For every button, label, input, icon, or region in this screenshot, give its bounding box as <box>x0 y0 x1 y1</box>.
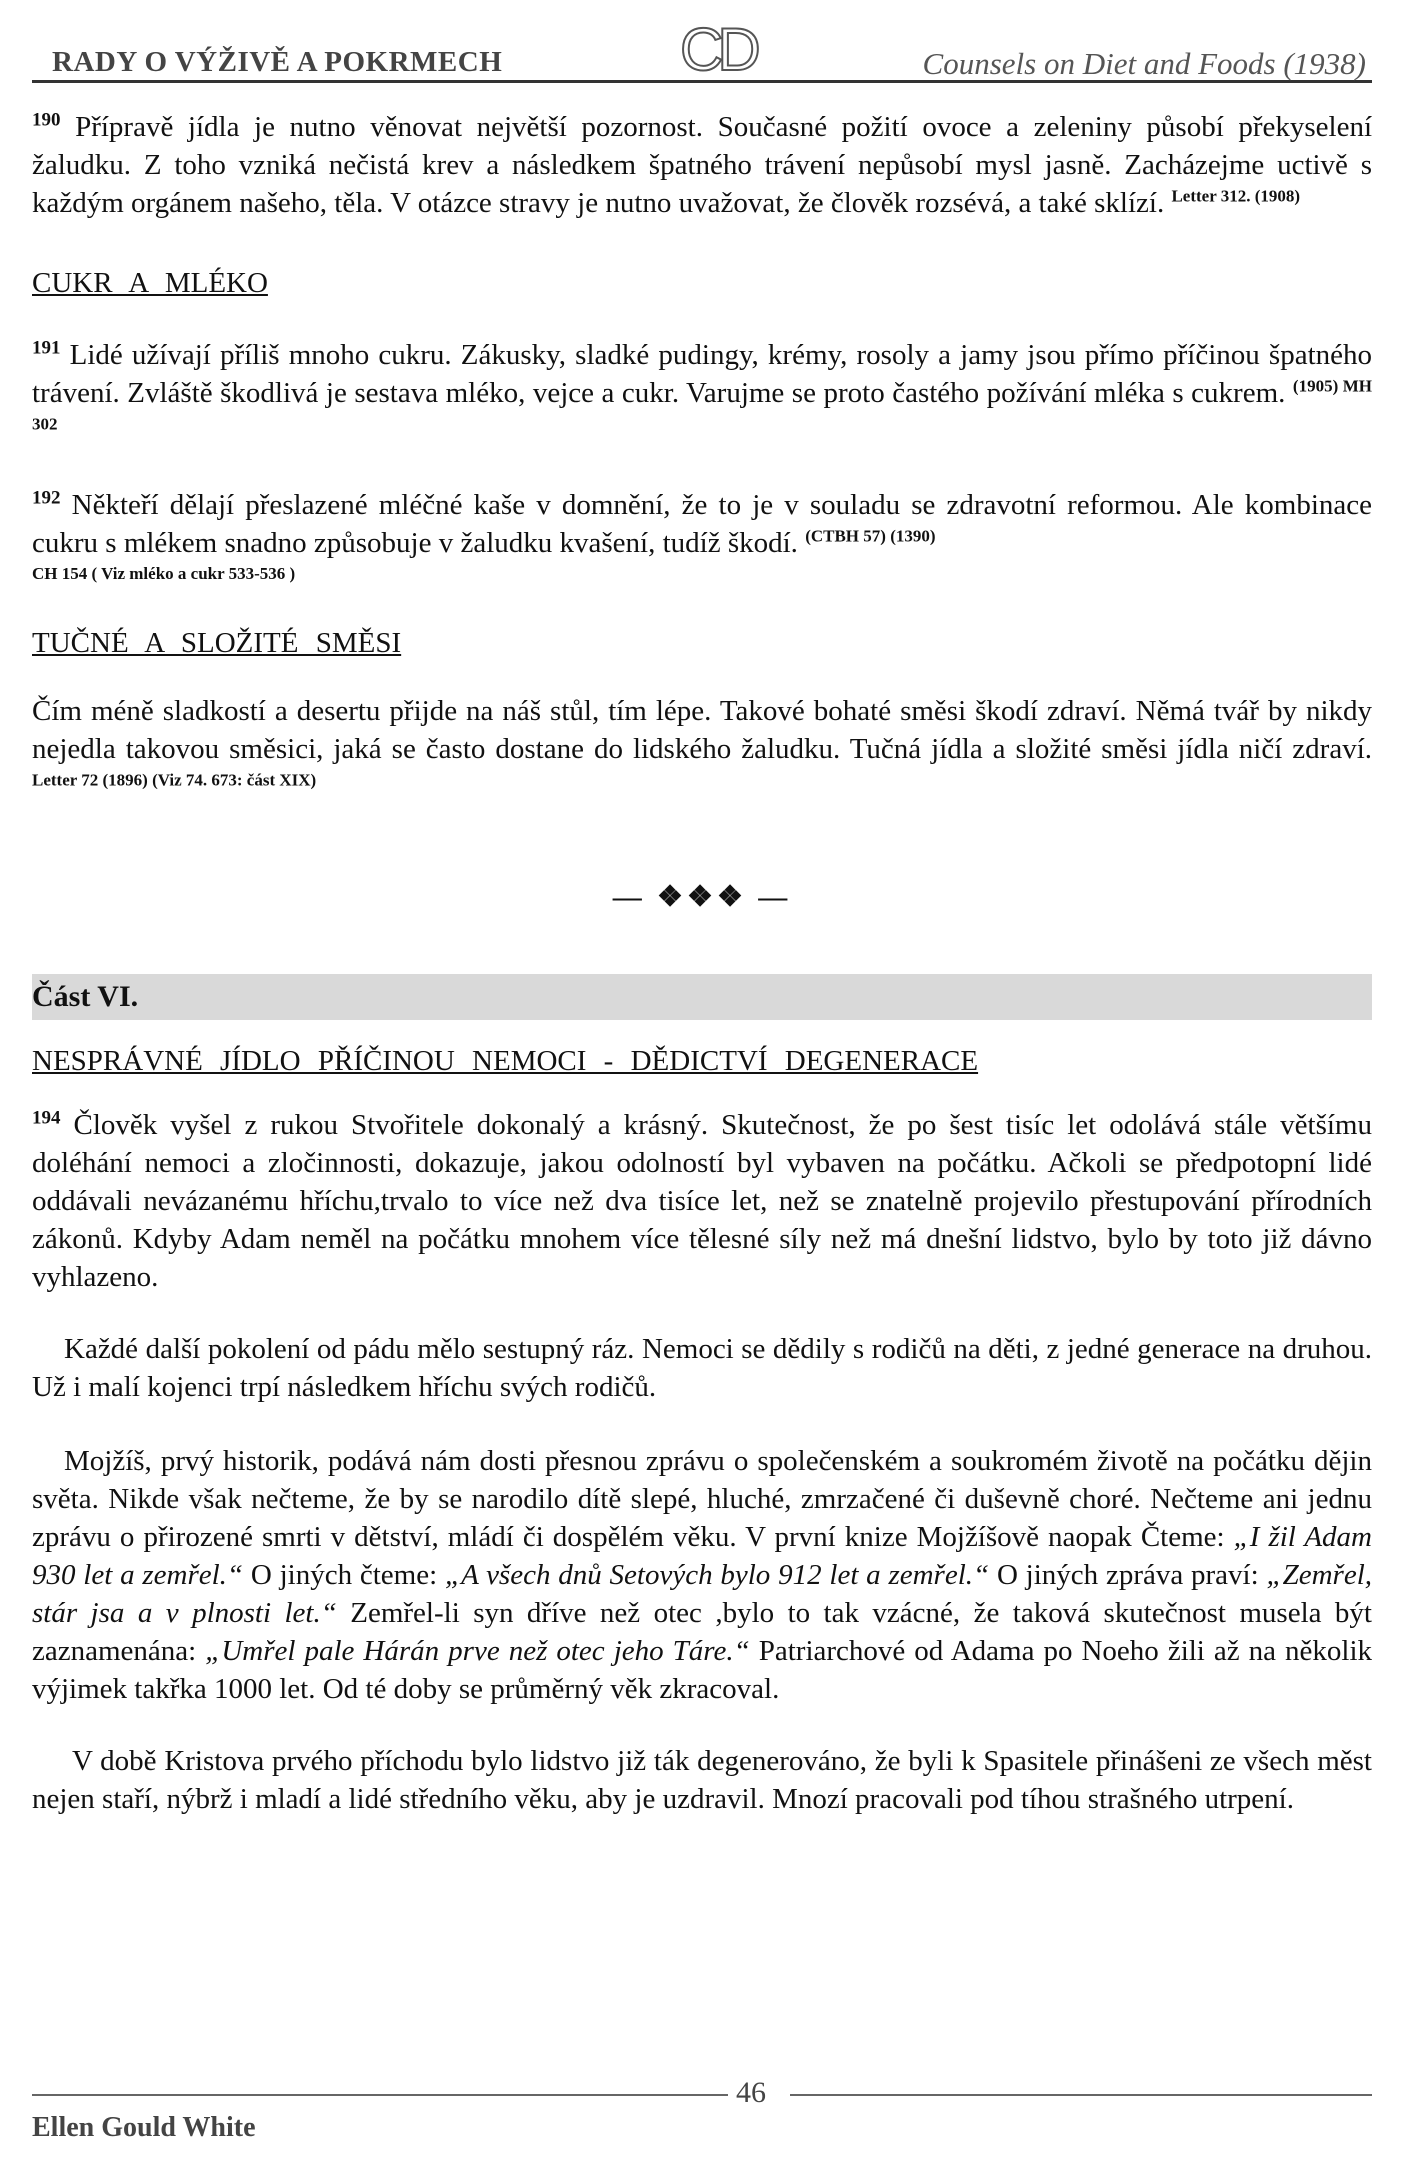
page-number: 46 <box>736 2076 766 2109</box>
footer-rule-left <box>32 2094 728 2096</box>
paragraph-text: O jiných zpráva praví: <box>989 1559 1267 1591</box>
paragraph-text: O jiných čteme: <box>243 1559 445 1591</box>
paragraph-text: Někteří dělají přeslazené mléčné kaše v domnění, že to je v souladu se zdravotní reformou. Ale kombinace cukru s mlékem snadno způsobuje v žaludku kvašení, tudíž škodí. <box>32 489 1372 559</box>
paragraph-194 <box>32 1106 1372 1296</box>
page-content <box>32 108 1372 1818</box>
reference: Letter 72 (1896) (Viz 74. 673: část XIX) <box>32 770 317 790</box>
paragraph-moses <box>32 1442 1372 1708</box>
section-heading-sugar-milk: CUKR A MLÉKO <box>32 267 268 299</box>
paragraph-text: Čím méně sladkostí a desertu přijde na náš stůl, tím lépe. Takové bohaté směsi škodí zdraví. Němá tvář by nikdy nejedla takovou směsici, jaká se často dostane do lidského žaludku. Tučná jídla a složité směsi jídla ničí zdraví. <box>32 695 1372 765</box>
reference: (CTBH 57) (1390) <box>805 526 936 546</box>
paragraph-text: Lidé užívají příliš mnoho cukru. Zákusky, sladké pudingy, krémy, rosoly a jamy jsou přímo příčinou špatného trávení. Zvláště škodlivá je sestava mléko, vejce a cukr. Varujme se proto častého požívání mléka s cukrem. <box>32 339 1372 409</box>
footer-rule-right <box>790 2094 1372 2096</box>
book-title-en: Counsels on Diet and Foods (1938) <box>922 46 1366 81</box>
paragraph-number: 192 <box>32 487 61 509</box>
reference: Letter 312. (1908) <box>1171 186 1301 206</box>
paragraph-generations: Každé další pokolení od pádu mělo sestupný ráz. Nemoci se dědily s rodičů na děti, z jedné generace na druhou. Už i malí kojenci trpí následkem hříchu svých rodičů. <box>32 1333 1372 1403</box>
paragraph-number: 194 <box>32 1107 61 1129</box>
page-header <box>32 18 1372 83</box>
paragraph-fat-mixtures <box>32 692 1372 806</box>
paragraph-christ: V době Kristova prvého příchodu bylo lidstvo již ták degenerováno, že byli k Spasitele přinášeni ze všech měst nejen staří, nýbrž i mladí a lidé středního věku, aby je uzdravil. Mnozí pracovali pod tíhou strašného utrpení. <box>32 1745 1372 1815</box>
paragraph-number: 190 <box>32 109 61 131</box>
quotation: „Zemřel, stár jsa a v plnosti let.“ <box>32 1559 1373 1629</box>
quotation: „I žil Adam 930 let a zemřel.“ <box>32 1521 1373 1591</box>
author-name: Ellen Gould White <box>32 2112 256 2143</box>
cd-logo: CD <box>680 16 755 83</box>
reference: (1905) MH 302 <box>32 376 1373 434</box>
quotation: „Umřel pale Hárán prve než otec jeho Táre.“ <box>205 1635 750 1667</box>
quotation: „A všech dnů Setových bylo 912 let a zemřel.“ <box>444 1559 990 1591</box>
reference-line: CH 154 ( Viz mléko a cukr 533-536 ) <box>32 564 296 583</box>
paragraph-text: Přípravě jídla je nutno věnovat největší pozornost. Současné požití ovoce a zeleniny působí překyselení žaludku. Z toho vzniká nečistá krev a následkem špatného trávení nepůsobí mysl jasně. Zacházejme uctivě s každým orgánem našeho, těla. V otázce stravy je nutno uvažovat, že člověk rozsévá, a také sklízí. <box>32 111 1373 219</box>
paragraph-190 <box>32 108 1372 222</box>
section-heading-disease: NESPRÁVNÉ JÍDLO PŘÍČINOU NEMOCI - DĚDICTVÍ DEGENERACE <box>32 1045 979 1077</box>
paragraph-number: 191 <box>32 337 61 359</box>
paragraph-text: Mojžíš, prvý historik, podává nám dosti přesnou zprávu o společenském a soukromém životě na počátku dějin světa. Nikde však nečteme, že by se narodilo dítě slepé, hluché, zmrzačené či duševně choré. Nečteme ani jednu zprávu o přirozené smrti v dětství, mládí či dospělém věku. V první knize Mojžíšově naopak Čteme: <box>32 1445 1372 1553</box>
book-title-cz: RADY O VÝŽIVĚ A POKRMECH <box>52 46 503 78</box>
paragraph-text: Člověk vyšel z rukou Stvořitele dokonalý a krásný. Skutečnost, že po šest tisíc let odolává stále většímu doléhání nemoci a zločinnosti, dokazuje, jakou odolností byl vybaven na počátku. Ačkoli se předpotopní lidé oddávali nevázanému hříchu,trvalo to více než dva tisíce let, než se znatelně projevilo přestupování přírodních zákonů. Kdyby Adam neměl na počátku mnohem více tělesné síly než má dnešní lidstvo, bylo by toto již dávno vyhlazeno. <box>32 1109 1372 1293</box>
part-title-bar: Část VI. <box>32 974 1372 1020</box>
paragraph-191 <box>32 336 1372 450</box>
paragraph-192 <box>32 486 1372 586</box>
paragraph-text: Patriarchové od Adama po Noeho žili až na několik výjimek takřka 1000 let. Od té doby se průměrný věk zkracoval. <box>32 1635 1373 1705</box>
section-separator: — ❖❖❖ — <box>612 881 792 913</box>
paragraph-text: Zemřel-li syn dříve než otec ,bylo to tak vzácné, že taková skutečnost musela být zaznamenána: <box>32 1597 1372 1667</box>
section-heading-fat-mixtures: TUČNÉ A SLOŽITÉ SMĚSI <box>32 627 402 659</box>
